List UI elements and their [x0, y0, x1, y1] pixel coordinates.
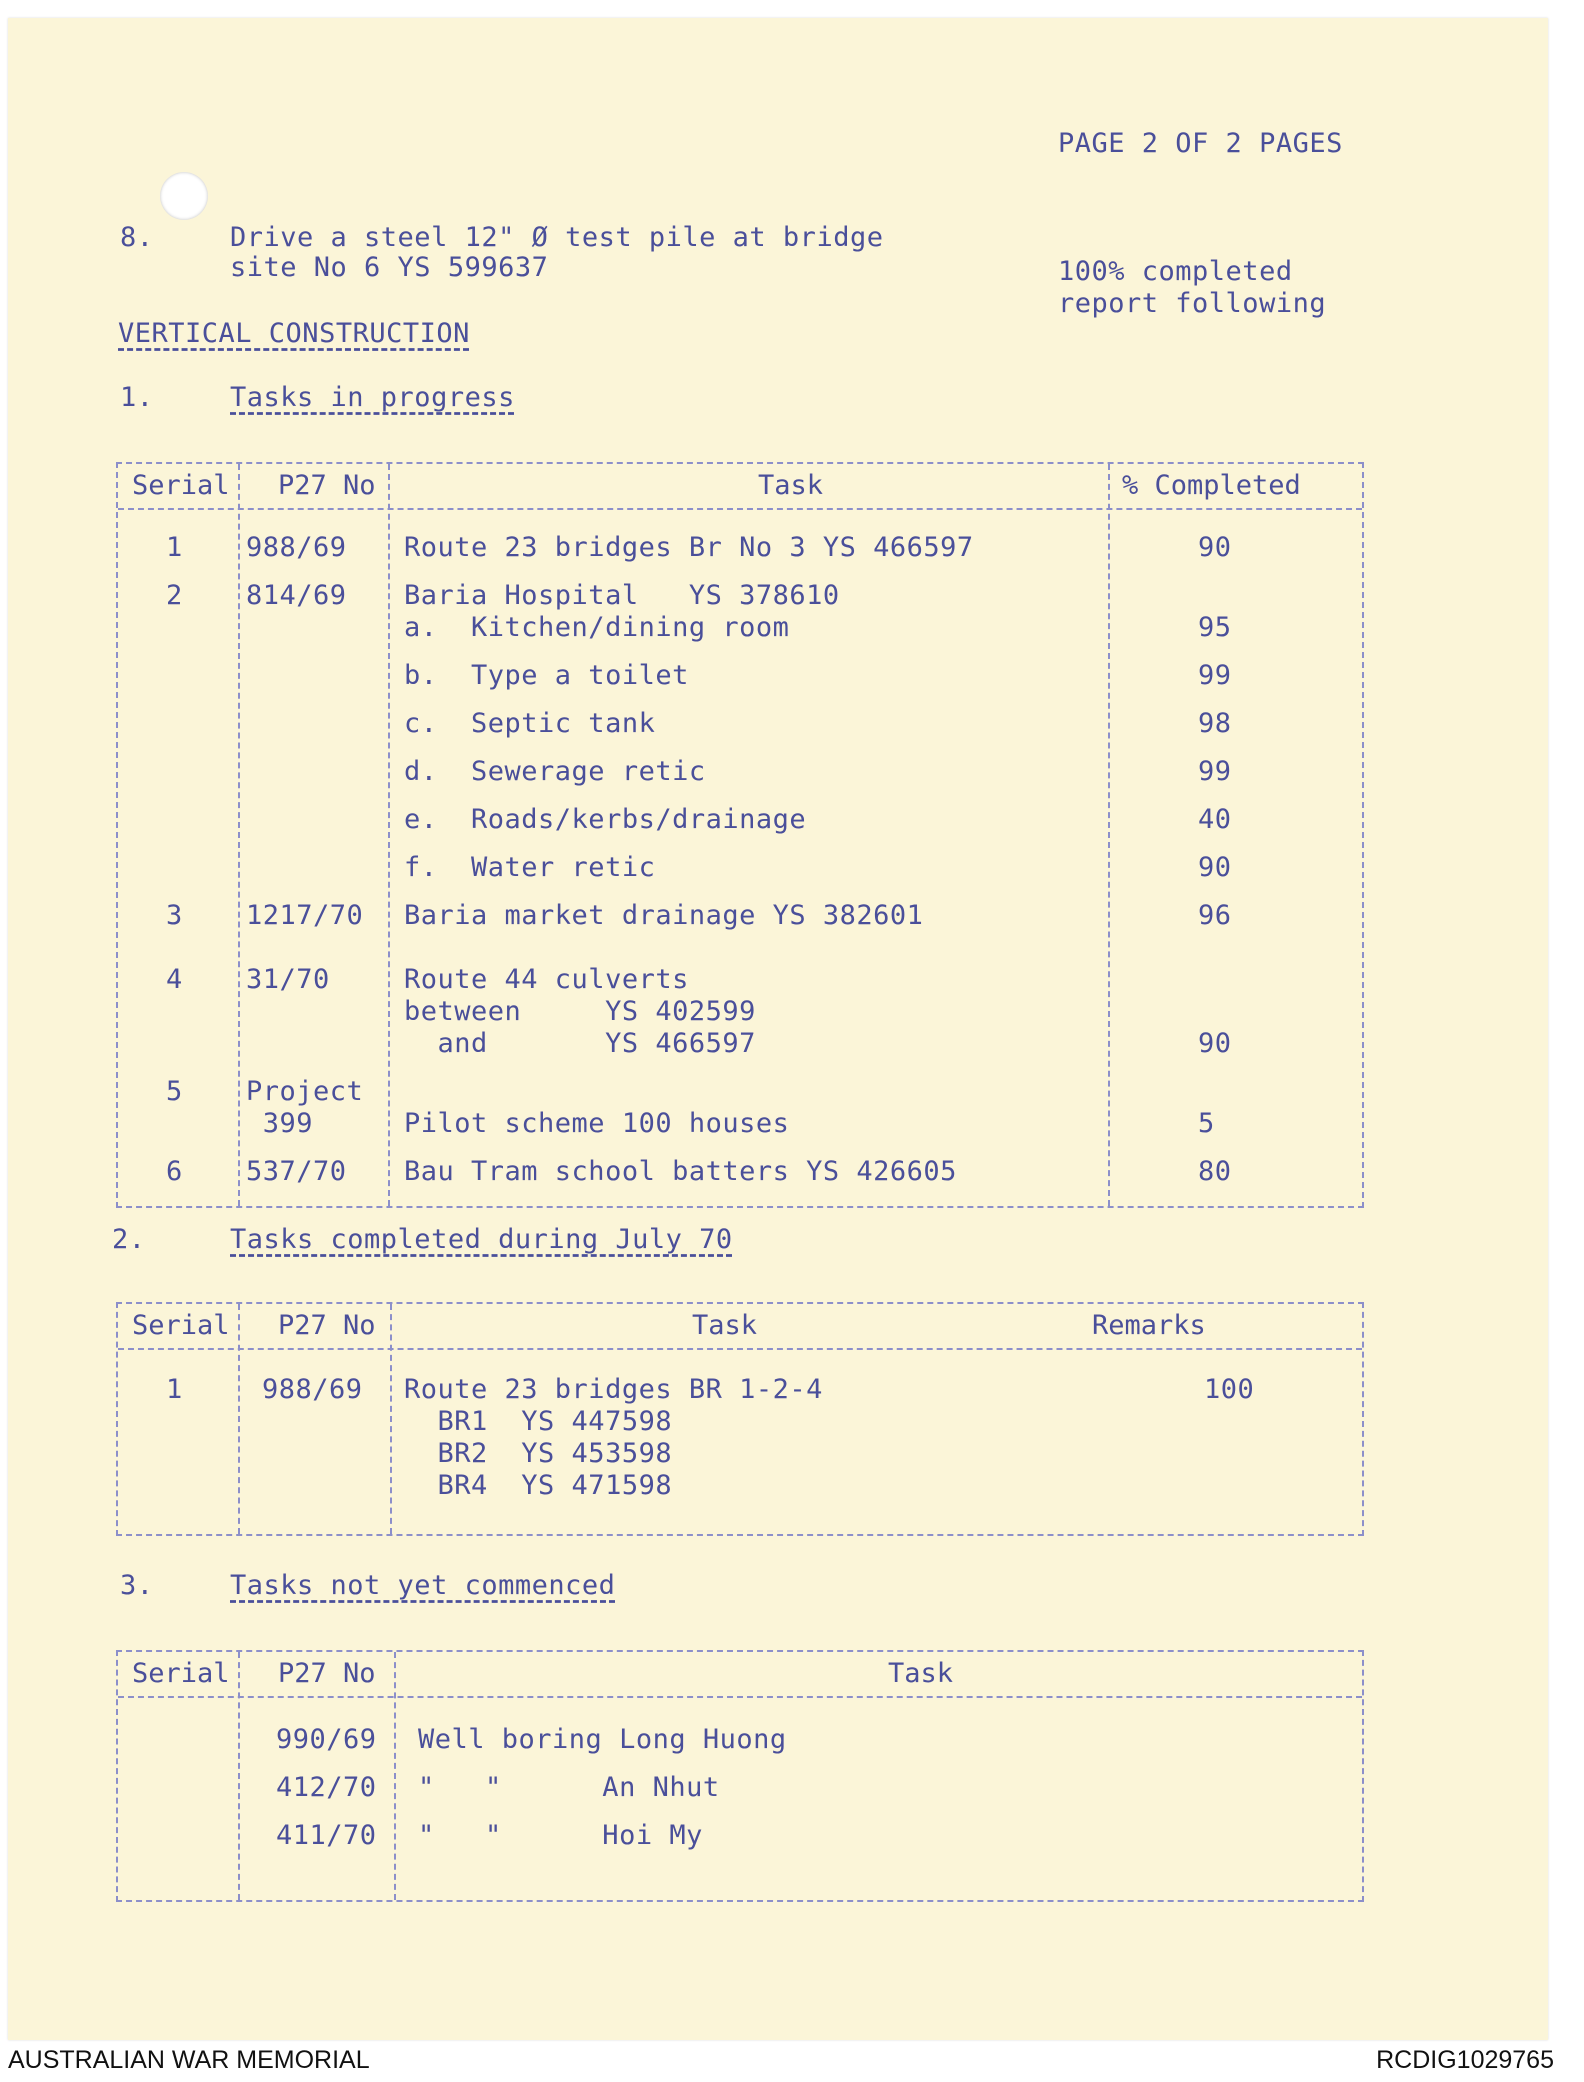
- row-p27: 31/70: [246, 964, 330, 995]
- row-task: BR2 YS 453598: [404, 1438, 673, 1469]
- row-task: Baria Hospital YS 378610: [404, 580, 840, 611]
- row-remarks: 100: [1204, 1374, 1255, 1405]
- row-serial: 6: [166, 1156, 183, 1187]
- header-task: Task: [758, 470, 824, 501]
- row-p27: 412/70: [276, 1772, 377, 1803]
- row-serial: 2: [166, 580, 183, 611]
- header-task: Task: [888, 1658, 954, 1689]
- section1-title: Tasks in progress: [230, 382, 515, 413]
- section3-number: 3.: [120, 1570, 154, 1601]
- header-p27: P27 No: [278, 1310, 376, 1341]
- footer-id: RCDIG1029765: [1376, 2046, 1554, 2074]
- row-percent: 95: [1198, 612, 1232, 643]
- punch-hole: [160, 172, 208, 220]
- row-serial: 4: [166, 964, 183, 995]
- row-p27: 988/69: [262, 1374, 363, 1405]
- row-percent: 40: [1198, 804, 1232, 835]
- header-serial: Serial: [132, 1658, 230, 1689]
- row-p27: 988/69: [246, 532, 347, 563]
- item8-status2: report following: [1058, 288, 1327, 319]
- row-task: Route 44 culverts: [404, 964, 689, 995]
- row-task: e. Roads/kerbs/drainage: [404, 804, 807, 835]
- tasks-completed-table: [116, 1302, 1364, 1536]
- header-task: Task: [692, 1310, 758, 1341]
- row-task: Route 23 bridges BR 1-2-4: [404, 1374, 823, 1405]
- row-p27: 814/69: [246, 580, 347, 611]
- header-remarks: Remarks: [1092, 1310, 1206, 1341]
- row-task: Well boring Long Huong: [418, 1724, 787, 1755]
- header-completed: % Completed: [1122, 470, 1301, 501]
- section2-title: Tasks completed during July 70: [230, 1224, 733, 1255]
- item8-status1: 100% completed: [1058, 256, 1293, 287]
- row-task: " " An Nhut: [418, 1772, 720, 1803]
- row-task: Bau Tram school batters YS 426605: [404, 1156, 957, 1187]
- row-task: b. Type a toilet: [404, 660, 689, 691]
- item8-line2: site No 6 YS 599637: [230, 252, 549, 283]
- row-p27: 399: [246, 1108, 314, 1139]
- footer-source: AUSTRALIAN WAR MEMORIAL: [8, 2046, 370, 2074]
- section3-title: Tasks not yet commenced: [230, 1570, 616, 1601]
- section-title: VERTICAL CONSTRUCTION: [118, 318, 470, 349]
- row-task: between YS 402599: [404, 996, 756, 1027]
- header-serial: Serial: [132, 1310, 230, 1341]
- row-serial: 3: [166, 900, 183, 931]
- row-task: a. Kitchen/dining room: [404, 612, 790, 643]
- item8-line1: Drive a steel 12" Ø test pile at bridge: [230, 222, 884, 253]
- row-task: f. Water retic: [404, 852, 656, 883]
- row-task: and YS 466597: [404, 1028, 756, 1059]
- row-percent: 90: [1198, 852, 1232, 883]
- row-task: " " Hoi My: [418, 1820, 703, 1851]
- row-task: BR1 YS 447598: [404, 1406, 673, 1437]
- row-task: Pilot scheme 100 houses: [404, 1108, 790, 1139]
- row-serial: 1: [166, 1374, 183, 1405]
- page-label: PAGE 2 OF 2 PAGES: [1058, 128, 1343, 159]
- row-p27: 537/70: [246, 1156, 347, 1187]
- row-p27: 1217/70: [246, 900, 364, 931]
- section2-number: 2.: [112, 1224, 146, 1255]
- row-percent: 98: [1198, 708, 1232, 739]
- row-percent: 90: [1198, 1028, 1232, 1059]
- row-percent: 99: [1198, 756, 1232, 787]
- row-percent: 99: [1198, 660, 1232, 691]
- row-task: BR4 YS 471598: [404, 1470, 673, 1501]
- row-p27: 990/69: [276, 1724, 377, 1755]
- row-percent: 96: [1198, 900, 1232, 931]
- header-p27: P27 No: [278, 1658, 376, 1689]
- header-p27: P27 No: [278, 470, 376, 501]
- section1-number: 1.: [120, 382, 154, 413]
- row-serial: 1: [166, 532, 183, 563]
- row-percent: 80: [1198, 1156, 1232, 1187]
- header-serial: Serial: [132, 470, 230, 501]
- row-serial: 5: [166, 1076, 183, 1107]
- row-percent: 90: [1198, 532, 1232, 563]
- row-p27: 411/70: [276, 1820, 377, 1851]
- item8-number: 8.: [120, 222, 154, 253]
- row-percent: 5: [1198, 1108, 1215, 1139]
- row-p27: Project: [246, 1076, 364, 1107]
- row-task: c. Septic tank: [404, 708, 656, 739]
- row-task: d. Sewerage retic: [404, 756, 706, 787]
- row-task: Baria market drainage YS 382601: [404, 900, 924, 931]
- row-task: Route 23 bridges Br No 3 YS 466597: [404, 532, 974, 563]
